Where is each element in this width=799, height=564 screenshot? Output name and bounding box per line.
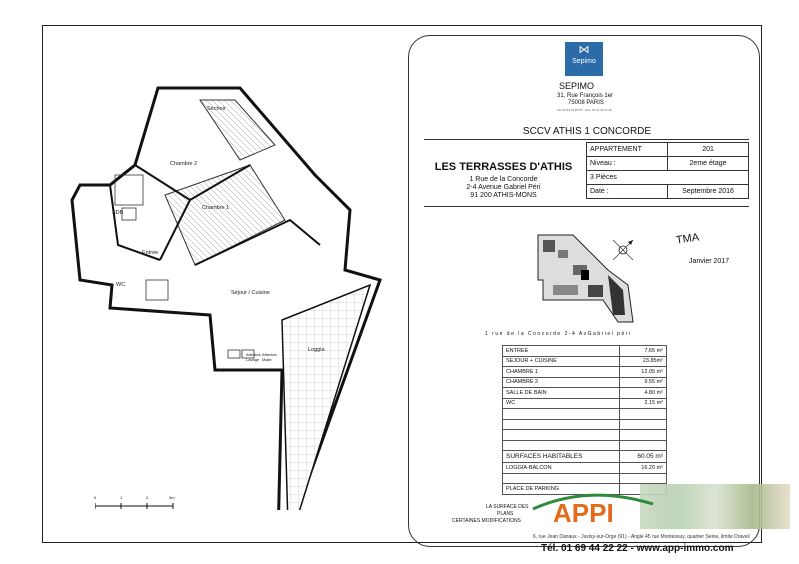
north-arrow-icon bbox=[608, 235, 638, 265]
scale-bar bbox=[95, 497, 175, 509]
room-label-sechoir: Séchoir bbox=[207, 106, 226, 112]
agency-ad-address: 6, rue Jean Danaux - Juvisy-sur-Orge (91) - Angle 45 rue Montessuy, quartier Seine, limite Draveil bbox=[533, 534, 750, 540]
appartement-label: APPARTEMENT bbox=[587, 143, 668, 157]
divider bbox=[424, 139, 749, 140]
surface-name: CHAMBRE 1 bbox=[503, 367, 620, 378]
street-caption: 1 rue de la Concorde 2-4 AvGabriel péri bbox=[485, 331, 632, 337]
table-row bbox=[503, 388, 667, 399]
surface-value: 4.80 m² bbox=[620, 388, 667, 399]
program-address-3: 91 200 ATHIS-MONS bbox=[470, 192, 537, 199]
table-row bbox=[503, 463, 667, 474]
sepimo-logo-mark-icon: ⋈ bbox=[578, 44, 590, 56]
niveau-value: 2eme étage bbox=[668, 157, 749, 171]
agency-phone: Tél. 01 69 44 22 22 - www.app-immo.com bbox=[541, 543, 734, 554]
surfaces-habitables-value: 60.05 m² bbox=[620, 451, 667, 463]
tma-title: TMA bbox=[675, 231, 700, 247]
surface-value: 2.15 m² bbox=[620, 398, 667, 409]
appartement-value: 201 bbox=[668, 143, 749, 157]
agency-address-2: 75008 PARIS bbox=[568, 100, 604, 106]
footer-line-1: LA SURFACE DES bbox=[486, 504, 529, 510]
apartment-info-table bbox=[586, 142, 749, 199]
divider bbox=[424, 206, 749, 207]
appi-logo-icon bbox=[528, 484, 663, 529]
loggia-label: LOGGIA-BALCON bbox=[503, 463, 620, 474]
surface-value: 7.65 m² bbox=[620, 346, 667, 357]
room-label-sejour: Séjour / Cuisine bbox=[231, 290, 270, 296]
scale-label-2: 2 bbox=[146, 495, 149, 500]
table-row bbox=[503, 377, 667, 388]
agency-contact: Tel: 01 53 43 87 87 - Fax: 01 47 23 27 40 bbox=[557, 108, 612, 112]
agency-name: SEPIMO bbox=[559, 81, 595, 91]
surface-value: 23.85m² bbox=[620, 356, 667, 367]
surface-name: WC bbox=[503, 398, 620, 409]
program-address-2: 2-4 Avenue Gabriel Péri bbox=[466, 184, 541, 191]
loggia-value: 16.20 m² bbox=[620, 463, 667, 474]
program-block bbox=[421, 142, 586, 204]
room-label-entree: Entrée bbox=[142, 250, 159, 256]
room-label-loggia: Loggia bbox=[308, 347, 325, 353]
table-row bbox=[503, 451, 667, 463]
table-row bbox=[503, 430, 667, 441]
appi-logo bbox=[528, 484, 663, 529]
table-row bbox=[503, 409, 667, 420]
tma-date: Janvier 2017 bbox=[689, 258, 730, 265]
scale-bar-graphic bbox=[95, 498, 175, 510]
room-label-tech1: Attentes Lavage bbox=[246, 352, 261, 362]
room-label-wc: WC bbox=[116, 282, 126, 288]
program-address-1: 1 Rue de la Concorde bbox=[469, 176, 538, 183]
parking-label: PLACE DE PARKING bbox=[503, 484, 620, 495]
floor-plan bbox=[50, 70, 400, 510]
table-row bbox=[503, 346, 667, 357]
surface-value: 12.05 m² bbox=[620, 367, 667, 378]
floor-plan-drawing bbox=[50, 70, 400, 510]
scale-label-3: 3m bbox=[169, 495, 175, 500]
sccv-title: SCCV ATHIS 1 CONCORDE bbox=[522, 126, 652, 137]
niveau-label: Niveau : bbox=[587, 157, 668, 171]
table-row bbox=[503, 367, 667, 378]
scale-label-1: 1 bbox=[120, 495, 123, 500]
appi-logo-text: APPI bbox=[553, 498, 614, 528]
table-row bbox=[503, 419, 667, 430]
program-title: LES TERRASSES D'ATHIS bbox=[434, 161, 573, 173]
room-label-chambre1: Chambre 1 bbox=[202, 205, 230, 211]
table-row bbox=[503, 356, 667, 367]
room-label-tech2: Attentes Malle bbox=[262, 352, 277, 362]
date-value: Septembre 2016 bbox=[668, 185, 749, 199]
surface-name: ENTREE bbox=[503, 346, 620, 357]
surface-value: 9.55 m² bbox=[620, 377, 667, 388]
room-label-chambre2: Chambre 2 bbox=[170, 161, 198, 167]
logo-text: Sepimo bbox=[572, 58, 596, 65]
sepimo-logo bbox=[565, 42, 603, 76]
surfaces-habitables-label: SURFACES HABITABLES bbox=[503, 451, 620, 463]
room-label-sdb: SDB bbox=[112, 210, 124, 216]
footer-line-2: PLANS bbox=[497, 511, 514, 517]
table-row bbox=[503, 398, 667, 409]
surface-name: SEJOUR + CUISINE bbox=[503, 356, 620, 367]
loggia-floor bbox=[282, 285, 370, 510]
scale-label-0: 0 bbox=[94, 495, 97, 500]
table-row bbox=[503, 473, 667, 484]
surface-name: CHAMBRE 2 bbox=[503, 377, 620, 388]
agency-address-1: 31, Rue François 1er bbox=[557, 93, 614, 99]
table-row bbox=[503, 440, 667, 451]
surface-name: SALLE DE BAIN bbox=[503, 388, 620, 399]
footer-line-3: CERTAINES MODIFICATIONS bbox=[452, 518, 521, 524]
surfaces-table bbox=[502, 345, 667, 495]
date-label: Date : bbox=[587, 185, 668, 199]
pieces-value: 3 Pièces bbox=[587, 171, 749, 185]
